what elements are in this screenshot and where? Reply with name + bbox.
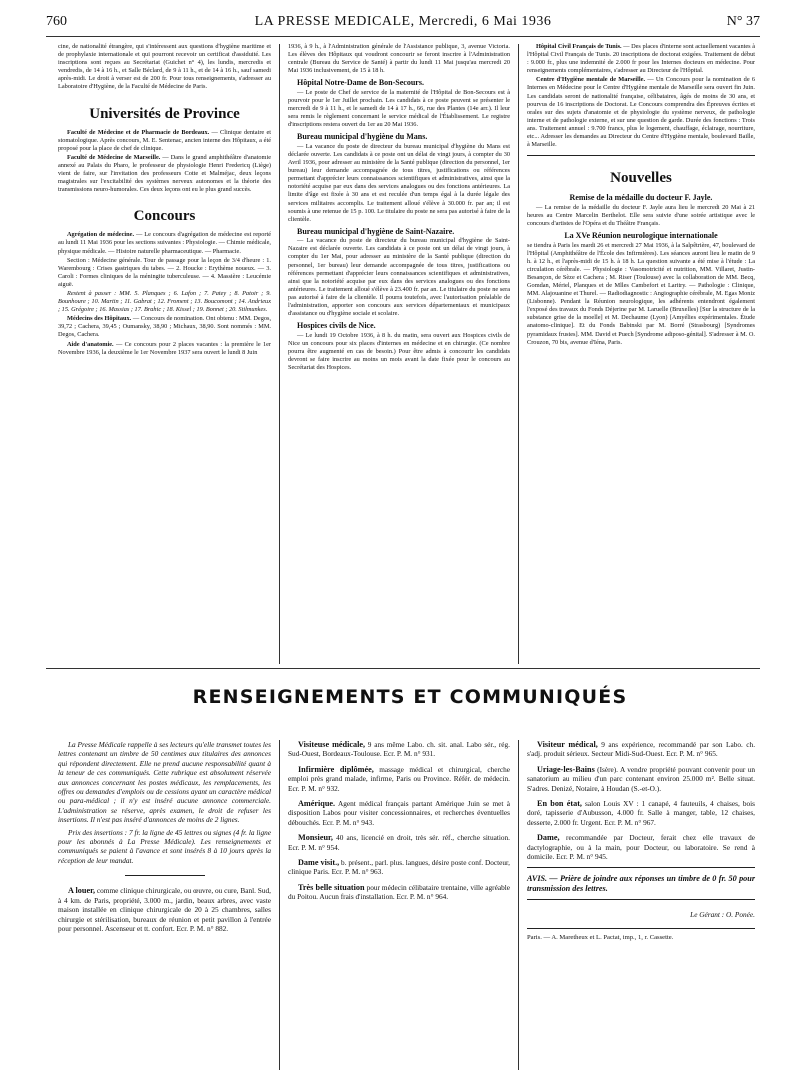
ad-dame-text: b. présent., parl. plus. langues, désire poste conf. Docteur, clinique Paris. Ecr. P. M. n° 963. bbox=[288, 858, 510, 877]
aide-heading: Aide d'anatomie. bbox=[67, 340, 114, 348]
page-number: 760 bbox=[46, 14, 67, 29]
ad-monsieur-text: 40 ans, licencié en droit, très sér. réf., cherche situation. Ecr. P. M. n° 954. bbox=[288, 833, 511, 852]
avis-top-rule bbox=[527, 867, 755, 868]
page-header bbox=[46, 14, 760, 36]
marseille-heading: Faculté de Médecine de Marseille. bbox=[67, 153, 161, 161]
ad-infirmiere-lead: Infirmière diplômée, bbox=[298, 764, 374, 774]
avis-bottom-rule bbox=[527, 899, 755, 900]
rens-divider bbox=[125, 875, 205, 876]
rens-column-3 bbox=[527, 740, 755, 1070]
marseille-text: — Dans le grand amphithéâtre d'anatomie annexé au Palais du Pharo, le professeur de physiologie Henri Fredericq (Liège) vient de faire, sur l'invitation des professeurs Cotte et Malméjac, deux leçons magistrales sur l'excitabilité des systèmes nerveux autonomes et la théorie des transmissions neuro-humorales. Ces deux leçons ont eu le plus grand succès. bbox=[58, 153, 271, 194]
header-rule bbox=[46, 36, 760, 37]
reunion-heading: La XVe Réunion neurologique internationale bbox=[564, 231, 718, 240]
medecins-text: — Concours de nomination. Ont obtenu : MM. Degos, 39,72 ; Cachera, 39,45 ; Oumansky, 38,90 ; Michaux, 38,90. Sont nommés : MM. Degos, Cachera. bbox=[58, 315, 271, 339]
column-3 bbox=[527, 43, 755, 663]
ad-situation-text: pour médecin célibataire trentaine, ville agréable du Poitou. Aucun frais d'installation. Ecr. P. M. n° 964. bbox=[288, 882, 510, 902]
ad-visiteuse-lead: Visiteuse médicale, bbox=[298, 740, 366, 749]
reunion-text: se tiendra à Paris les mardi 26 et mercredi 27 Mai 1936, à la Salpêtrière, 47, boulevard de l'Hôpital (Amphithéâtre de l'École des Infirmières). Les séances auront lieu le matin de 9 h. à 12 h., et l'après-midi de 15 h. à 18 h. La question suivante a été mise à l'étude : La circulation cérébrale. — Physiologie : Vasomotricité et nutrition, MM. Villaret, Justin-Besançon, de Sèze et Cachera ; M. Riser (Toulouse) avec la collaboration de MM. Becq, Gomdan, Mériel, Planques et de Mlles Cambefort et Laritry. — Pathologie : Clinique, MM. Alajouanine et Thurel. — Radiodiagnostic : Angiographie cérébrale, M. Egas Moniz (Lisbonne). Pendant la Réunion neurologique, les adhérents entendront également l'exposé des travaux du Fonds Déjerine par M. Laruelle (Bruxelles) [Sur la structure de la substance grise de la moelle] et M. Dechaume (Lyon) [Amyélies expérimentales. Étude anatomo-clinique]. Et du Fonds Babinski par M. Borré (Strasbourg) [Syndromes pyramidaux frustes]. MM. David et Puech [Syndrome adiposo-génital]. S'adresser à M. O. Crouzon, 70 bis, avenue d'Iéna, Paris. bbox=[527, 241, 755, 346]
ad-bonetat-text: salon Louis XV : 1 canapé, 4 fauteuils, 4 chaises, bois doré, tapisserie d'Aubusson, 4.000 fr. Salle à manger, table, 12 chaises, desserte, 2.000 fr. Urgent. Ecr. P. M. n° 967. bbox=[527, 799, 755, 827]
ad-louer-text: comme clinique chirurgicale, ou œuvre, ou cure, Banl. Sud, à 4 km. de Paris, propriété, 3.000 m., jardin, beaux arbres, avec vaste maison installée en clinique chirurgicale de 20 à 25 chambres, salles chirurgie et stérilisation, bureaux de réunion et petit pavillon à l'entrée pour personnel. Ascenseur et tt. confort. Ecr. P. M. n° 882. bbox=[58, 886, 271, 933]
nouvelles-top-rule bbox=[527, 155, 755, 156]
agregation-text: — Le concours d'agrégation de médecine est reporté au lundi 11 Mai 1936 pour les sections suivantes : Physiologie. — Chimie médicale, physique médicale. — Histoire naturelle pharmaceutique. — Pharmacie. bbox=[58, 231, 271, 255]
hygiene-heading: Centre d'Hygiène mentale de Marseille. bbox=[536, 76, 646, 84]
ad-uriage-lead: Uriage-les-Bains bbox=[537, 764, 595, 774]
imprimeur-rule bbox=[527, 928, 755, 929]
universites-heading: Universités de Province bbox=[89, 105, 240, 122]
ad-situation-lead: Très belle situation bbox=[298, 882, 365, 892]
rens-prix: Prix des insertions : 7 fr. la ligne de 45 lettres ou signes (4 fr. la ligne pour les abonnés à La Presse Médicale). Les renseignements et communiqués se paient à l'avance et sont insérés 8 à 10 jours après la réception de leur mandat. bbox=[58, 827, 271, 865]
nice-text: — Le lundi 19 Octobre 1936, à 8 h. du matin, sera ouvert aux Hospices civils de Nice un concours pour six places d'internes en médecine et en chirurgie. (Ce nombre pourra être augmenté en cas de besoin.) Pour être admis à concourir les candidats devront se faire inscrire au moins un mois avant la date fixée pour le concours au Secrétariat des Hospices. bbox=[288, 331, 510, 372]
column-2 bbox=[288, 43, 510, 663]
section-text: Section : Médecine générale. Tour de passage pour la leçon de 3/4 d'heure : 1. Warembourg : Crises gastriques du tabes. — 2. Houcke : Erythème noueux. — 3. Caroli : Formes cliniques de la méningite tuberculeuse. — 4. Massière : Leucémie aiguë. bbox=[58, 256, 271, 288]
column-divider-2 bbox=[518, 44, 519, 664]
journal-title: LA PRESSE MEDICALE, Mercredi, 6 Mai 1936 bbox=[254, 14, 552, 29]
hygiene-text: — Un Concours pour la nomination de 6 Internes en Médecine pour le Centre d'Hygiène mentale de Marseille sera ouvert fin Juin. Les candidats seront de nationalité française, célibataires, âgés de moins de 30 ans, et pourvus de 16 inscriptions de Doctorat. Le Concours comprendra des Épreuves écrites et orales sur des sujets d'anatomie et de physiologie du système nerveux, de pathologie interne et de pathologie externe, et sur une question de garde. Durée des fonctions : Trois ans. Traitement annuel : 9.700 francs, plus le logement, chauffage, éclairage, nourriture, etc... Adresser les demandes au Directeur du Centre d'Hygiène mentale, boulevard Baille, à Marseille. bbox=[527, 76, 755, 149]
col2-top-text: 1936, à 9 h., à l'Administration générale de l'Assistance publique, 3, avenue Victoria. Les élèves des Hôpitaux qui voudront concourir se feront inscrire à l'Administration centrale (Bureau du Service de Santé) à partir du lundi 11 Mai jusqu'au mercredi 20 Mai 1936 inclusivement, de 15 à 18 h. bbox=[288, 43, 510, 75]
ad-amerique-lead: Amérique. bbox=[298, 799, 336, 809]
concours-heading: Concours bbox=[133, 208, 196, 225]
jayle-text: — La remise de la médaille du docteur F. Jayle aura lieu le mercredi 20 Mai à 21 heures au Centre Marcelin Berthelot. Elle sera suivie d'une soirée artistique avec le concours d'artistes de l'Opéra et du Théâtre Français. bbox=[527, 203, 755, 227]
gerant-text: Le Gérant : O. Ponée. bbox=[690, 910, 755, 920]
notre-dame-heading: Hôpital Notre-Dame de Bon-Secours. bbox=[297, 78, 424, 88]
ad-dame-lead: Dame visit., bbox=[298, 858, 340, 868]
bordeaux-text: — Clinique dentaire et stomatologique. Après concours, M. E. Sentenac, ancien interne des Hôpitaux, a été proposé pour la place de chef de clinique. bbox=[58, 128, 271, 152]
aide-text: — Ce concours pour 2 places vacantes : la première le 1er Novembre 1936, la deuxième le 1er Novembre 1937 sera ouvert le lundi 8 Juin bbox=[58, 340, 271, 356]
bordeaux-heading: Faculté de Médecine et de Pharmacie de Bordeaux. bbox=[67, 128, 210, 136]
rens-column-1 bbox=[58, 740, 271, 1070]
rens-divider-1 bbox=[279, 740, 280, 1070]
section-rule bbox=[46, 668, 760, 669]
ad-dame2-text: recommandée par Docteur, ferait chez elle travaux de dactylographie, ou à la main, pour Docteur, ou laboratoire. Se rend à domicile. Ecr. P. M. n° 945. bbox=[527, 833, 755, 862]
nazaire-heading: Bureau municipal d'hygiène de Saint-Nazaire. bbox=[297, 226, 455, 236]
ad-dame2-lead: Dame, bbox=[537, 833, 560, 843]
tunis-text: — Des places d'interne sont actuellement vacantes à l'Hôpital Civil Français de Tunis. 20 inscriptions de doctorat exigées. Traitement de début : 9.000 fr., plus une indemnité de 2.000 fr pour les Internes docteurs en médecine. Pour renseignements complémentaires, s'adresser au Directeur de l'Hôpital. bbox=[527, 43, 755, 75]
ad-amerique-text: Agent médical français partant Amérique Juin se met à disposition Labos pour visiter concessionnaires, et recherches éventuelles débouchés. Ecr. P. M. n° 943. bbox=[288, 799, 510, 827]
ad-visiteur-lead: Visiteur médical, bbox=[537, 740, 598, 749]
notre-dame-text: — Le poste de Chef de service de la maternité de l'Hôpital de Bon-Secours est à pourvoir pour le 1er Juillet prochain. Les candidats à ce poste peuvent se présenter le mercredi de 9 à 11 h., et le samedi de 14 à 17 h., 66, rue des Plantes (14e arr.). Il leur sera remis le règlement concernant le service médical de l'Établissement. Le registre d'inscriptions restera ouvert du 1er au 20 Mai 1936. bbox=[288, 88, 510, 129]
mans-heading: Bureau municipal d'hygiène du Mans. bbox=[297, 132, 428, 142]
avis-text: AVIS. — Prière de joindre aux réponses un timbre de 0 fr. 50 pour transmission des lettres. bbox=[527, 874, 755, 893]
ad-monsieur-lead: Monsieur, bbox=[298, 833, 333, 843]
restent-text: Restent à passer : MM. 5. Planques ; 6. Lafon ; 7. Patey ; 8. Patoir ; 9. Bounhoure ; 10. Martin ; 11. Gabrat ; 12. Froment ; 13. Boucomont ; 14. Andrieux ; 15. Grégoire ; 16. Massias ; 17. Brahic ; 18. Kissel ; 19. Bonnet ; 20. Stilmunkes. bbox=[58, 289, 271, 314]
rens-column-2 bbox=[288, 740, 510, 1070]
tunis-heading: Hôpital Civil Français de Tunis. bbox=[536, 43, 622, 50]
ad-infirmiere-text: massage médical et chirurgical, cherche emploi près grand malade, infirme, Paris ou Province. Référ. de médecin. Ecr. P. M. n° 932. bbox=[288, 764, 510, 793]
ad-uriage-text: (Isère). A vendre propriété pouvant convenir pour un sanatorium au milieu d'un parc contenant environ 25.000 m². Belle situat. S'adres. Denizé, Notaire, à Houdan (S.-et-O.). bbox=[527, 764, 755, 793]
ad-louer-lead: A louer, bbox=[68, 886, 96, 896]
imprimeur-text: Paris. — A. Maretheux et L. Pactat, imp., 1, r. Cassette. bbox=[527, 933, 674, 941]
renseignements-title: RENSEIGNEMENTS ET COMMUNIQUÉS bbox=[192, 686, 628, 708]
issue-number: N° 37 bbox=[726, 14, 760, 29]
mans-text: — La vacance du poste de directeur du bureau municipal d'hygiène du Mans est déclarée ouverte. Les candidats à ce poste ont un délai de vingt jours, à compter du 30 Avril 1936, pour adresser au ministère de la Santé publique (direction du personnel, 1er bureau) leur demande accompagnée de tous titres, justifications ou références permettant d'apprécier leurs connaissances scientifiques et administratives, ainsi que la notoriété acquise par eux dans des services analogues ou des fonctions antérieures. La limite d'âge est fixée à 30 ans et est reculée d'un temps égal à la durée légale des services militaires accomplis. Le traitement alloué s'élève à 30.000 fr. par an; il est soumis à une retenue de 15 p. 100. Le titulaire du poste ne sera pas autorisé à faire de la clientèle. bbox=[288, 142, 510, 223]
column-divider-1 bbox=[279, 44, 280, 664]
ad-bonetat-lead: En bon état, bbox=[537, 799, 582, 809]
nouvelles-heading: Nouvelles bbox=[610, 170, 672, 187]
jayle-heading: Remise de la médaille du docteur F. Jayle. bbox=[569, 193, 713, 203]
rens-divider-2 bbox=[518, 740, 519, 1070]
agregation-heading: Agrégation de médecine. bbox=[67, 231, 135, 239]
nice-heading: Hospices civils de Nice. bbox=[297, 321, 376, 331]
medecins-heading: Médecins des Hôpitaux. bbox=[67, 315, 132, 323]
ad-visiteur-text: 9 ans expérience, recommandé par son Labo. ch. s'adj. produit sérieux. Secteur Midi-Sud-Ouest. Ecr. P. M. n° 965. bbox=[527, 740, 756, 759]
ad-visiteuse-text: 9 ans même Labo. ch. sit. anal. Labo sér., rég. Sud-Ouest, Bordeaux-Toulouse. Ecr. P. M. n° 931. bbox=[288, 740, 510, 759]
rens-intro: La Presse Médicale rappelle à ses lecteurs qu'elle transmet toutes les lettres contenant un timbre de 50 centimes aux titulaires des annonces qui répondent directement. Elle ne prend aucune responsabilité quant à la teneur de ces communiqués. Cette rubrique est absolument réservée aux annonces concernant les postes médicaux, les remplacements, les offres ou demandes d'emplois ou de cessions ayant un caractère médical ou para-médical ; il n'y est inséré aucune annonce commerciale. L'administration se réserve, après examen, le droit de refuser les insertions. Il n'est pas inséré d'annonces de moins de 2 lignes. bbox=[58, 740, 271, 825]
col1-top-text: cine, de nationalité étrangère, qui s'intéressent aux questions d'hygiène maritime et de prophylaxie internationale et qui pourront recevoir un certificat d'assiduité. Les inscriptions sont reçues au Secrétariat (Guichet n° 4), les lundis, mercredis et vendredis, de 14 à 16 h., et Salle Béclard, de 9 à 11 h., et de 14 à 16 h., sauf samedi après-midi. Le droit à verser est de 200 fr. Pour tous renseignements, s'adresser au Laboratoire d'Hygiène, de la Faculté de Médecine de Paris. bbox=[58, 43, 271, 91]
column-1 bbox=[58, 43, 271, 663]
nazaire-text: — La vacance du poste de directeur du bureau municipal d'hygiène de Saint-Nazaire est déclarée ouverte. Les candidats à ce poste ont un délai de vingt jours, à compter du 1er Mai, pour adresser au ministère de la Santé publique (direction du personnel, 1er bureau) leur demande accompagnée de tous titres, justifications ou références permettant d'apprécier leurs connaissances scientifiques et administratives, ainsi que la notoriété acquise par eux dans des services analogues ou des fonctions antérieures. Le traitement alloué s'élève à 23.400 fr. par an. Le titulaire du poste ne sera pas autorisé à faire de la clientèle. Il pourra toutefois, avec l'autorisation préalable de l'administration, apporter son concours aux services départementaux et municipaux d'assistance ou d'hygiène sociale et scolaire. bbox=[288, 237, 510, 318]
